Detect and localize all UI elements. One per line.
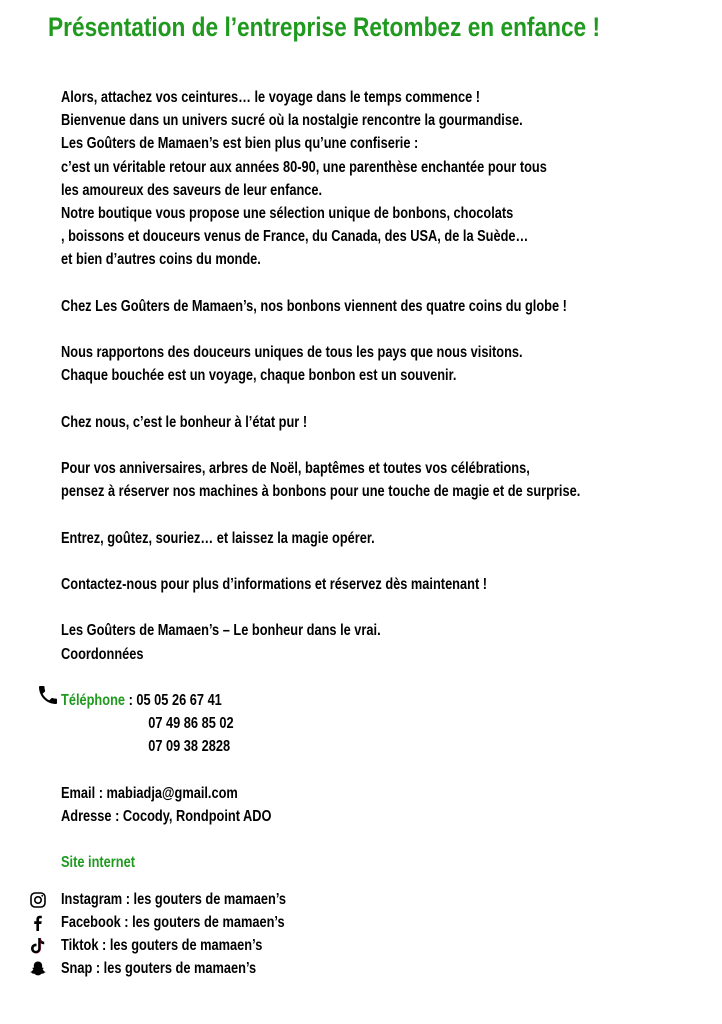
voyage-paragraph-line: Nous rapportons des douceurs uniques de tous les pays que nous visitons. (61, 344, 523, 362)
coordonnees-heading: Coordonnées (61, 645, 144, 663)
contact-paragraph: Contactez-nous pour plus d’informations et réservez dès maintenant ! (61, 575, 488, 593)
address-line: Adresse : Cocody, Rondpoint ADO (61, 807, 272, 825)
instagram-link[interactable]: Instagram : les gouters de mamaen’s (61, 891, 287, 908)
phone-line (61, 712, 637, 735)
phone-line (61, 735, 637, 758)
snapchat-link[interactable]: Snap : les gouters de mamaen’s (61, 960, 257, 977)
phone-number[interactable]: 07 09 38 2828 (148, 738, 231, 756)
email-line[interactable]: Email : mabiadja@gmail.com (61, 784, 238, 802)
voyage-paragraph-line: Chaque bouchée est un voyage, chaque bonbon est un souvenir. (61, 367, 457, 385)
page-title: Présentation de l’entreprise Retombez en enfance ! (48, 12, 601, 42)
intro-line: c’est un véritable retour aux années 80-90, une parenthèse enchantée pour tous (61, 158, 547, 176)
facebook-link[interactable]: Facebook : les gouters de mamaen’s (61, 914, 285, 931)
magie-paragraph: Entrez, goûtez, souriez… et laissez la magie opérer. (61, 529, 375, 547)
phone-number[interactable]: 05 05 26 67 41 (136, 691, 222, 709)
facebook-icon[interactable] (28, 913, 48, 933)
signature: Les Goûters de Mamaen’s – Le bonheur dans le vrai. (61, 622, 381, 640)
intro-line: Notre boutique vous propose une sélection unique de bonbons, chocolats (61, 204, 514, 222)
tiktok-link[interactable]: Tiktok : les gouters de mamaen’s (61, 937, 263, 954)
instagram-icon[interactable] (28, 890, 48, 910)
intro-line: Les Goûters de Mamaen’s est bien plus qu’une confiserie : (61, 135, 419, 153)
globe-paragraph: Chez Les Goûters de Mamaen’s, nos bonbons viennent des quatre coins du globe ! (61, 297, 567, 315)
site-internet-heading: Site internet (61, 854, 135, 872)
phone-separator: : (125, 691, 137, 709)
presentation-body (61, 86, 637, 874)
intro-line: , boissons et douceurs venus de France, du Canada, des USA, de la Suède… (61, 228, 529, 246)
snapchat-icon[interactable] (28, 959, 48, 979)
intro-line: Bienvenue dans un univers sucré où la nostalgie rencontre la gourmandise. (61, 112, 523, 130)
phone-number[interactable]: 07 49 86 85 02 (148, 715, 234, 733)
bonheur-paragraph: Chez nous, c’est le bonheur à l’état pur ! (61, 413, 308, 431)
phone-icon (36, 683, 60, 707)
tiktok-icon[interactable] (28, 936, 48, 956)
phone-label: Téléphone (61, 691, 126, 709)
phone-line (61, 689, 637, 712)
events-paragraph-line: pensez à réserver nos machines à bonbons pour une touche de magie et de surprise. (61, 483, 581, 501)
events-paragraph-line: Pour vos anniversaires, arbres de Noël, baptêmes et toutes vos célébrations, (61, 460, 530, 477)
intro-line: et bien d’autres coins du monde. (61, 251, 261, 269)
intro-line: Alors, attachez vos ceintures… le voyage dans le temps commence ! (61, 89, 480, 106)
intro-line: les amoureux des saveurs de leur enfance. (61, 181, 323, 199)
